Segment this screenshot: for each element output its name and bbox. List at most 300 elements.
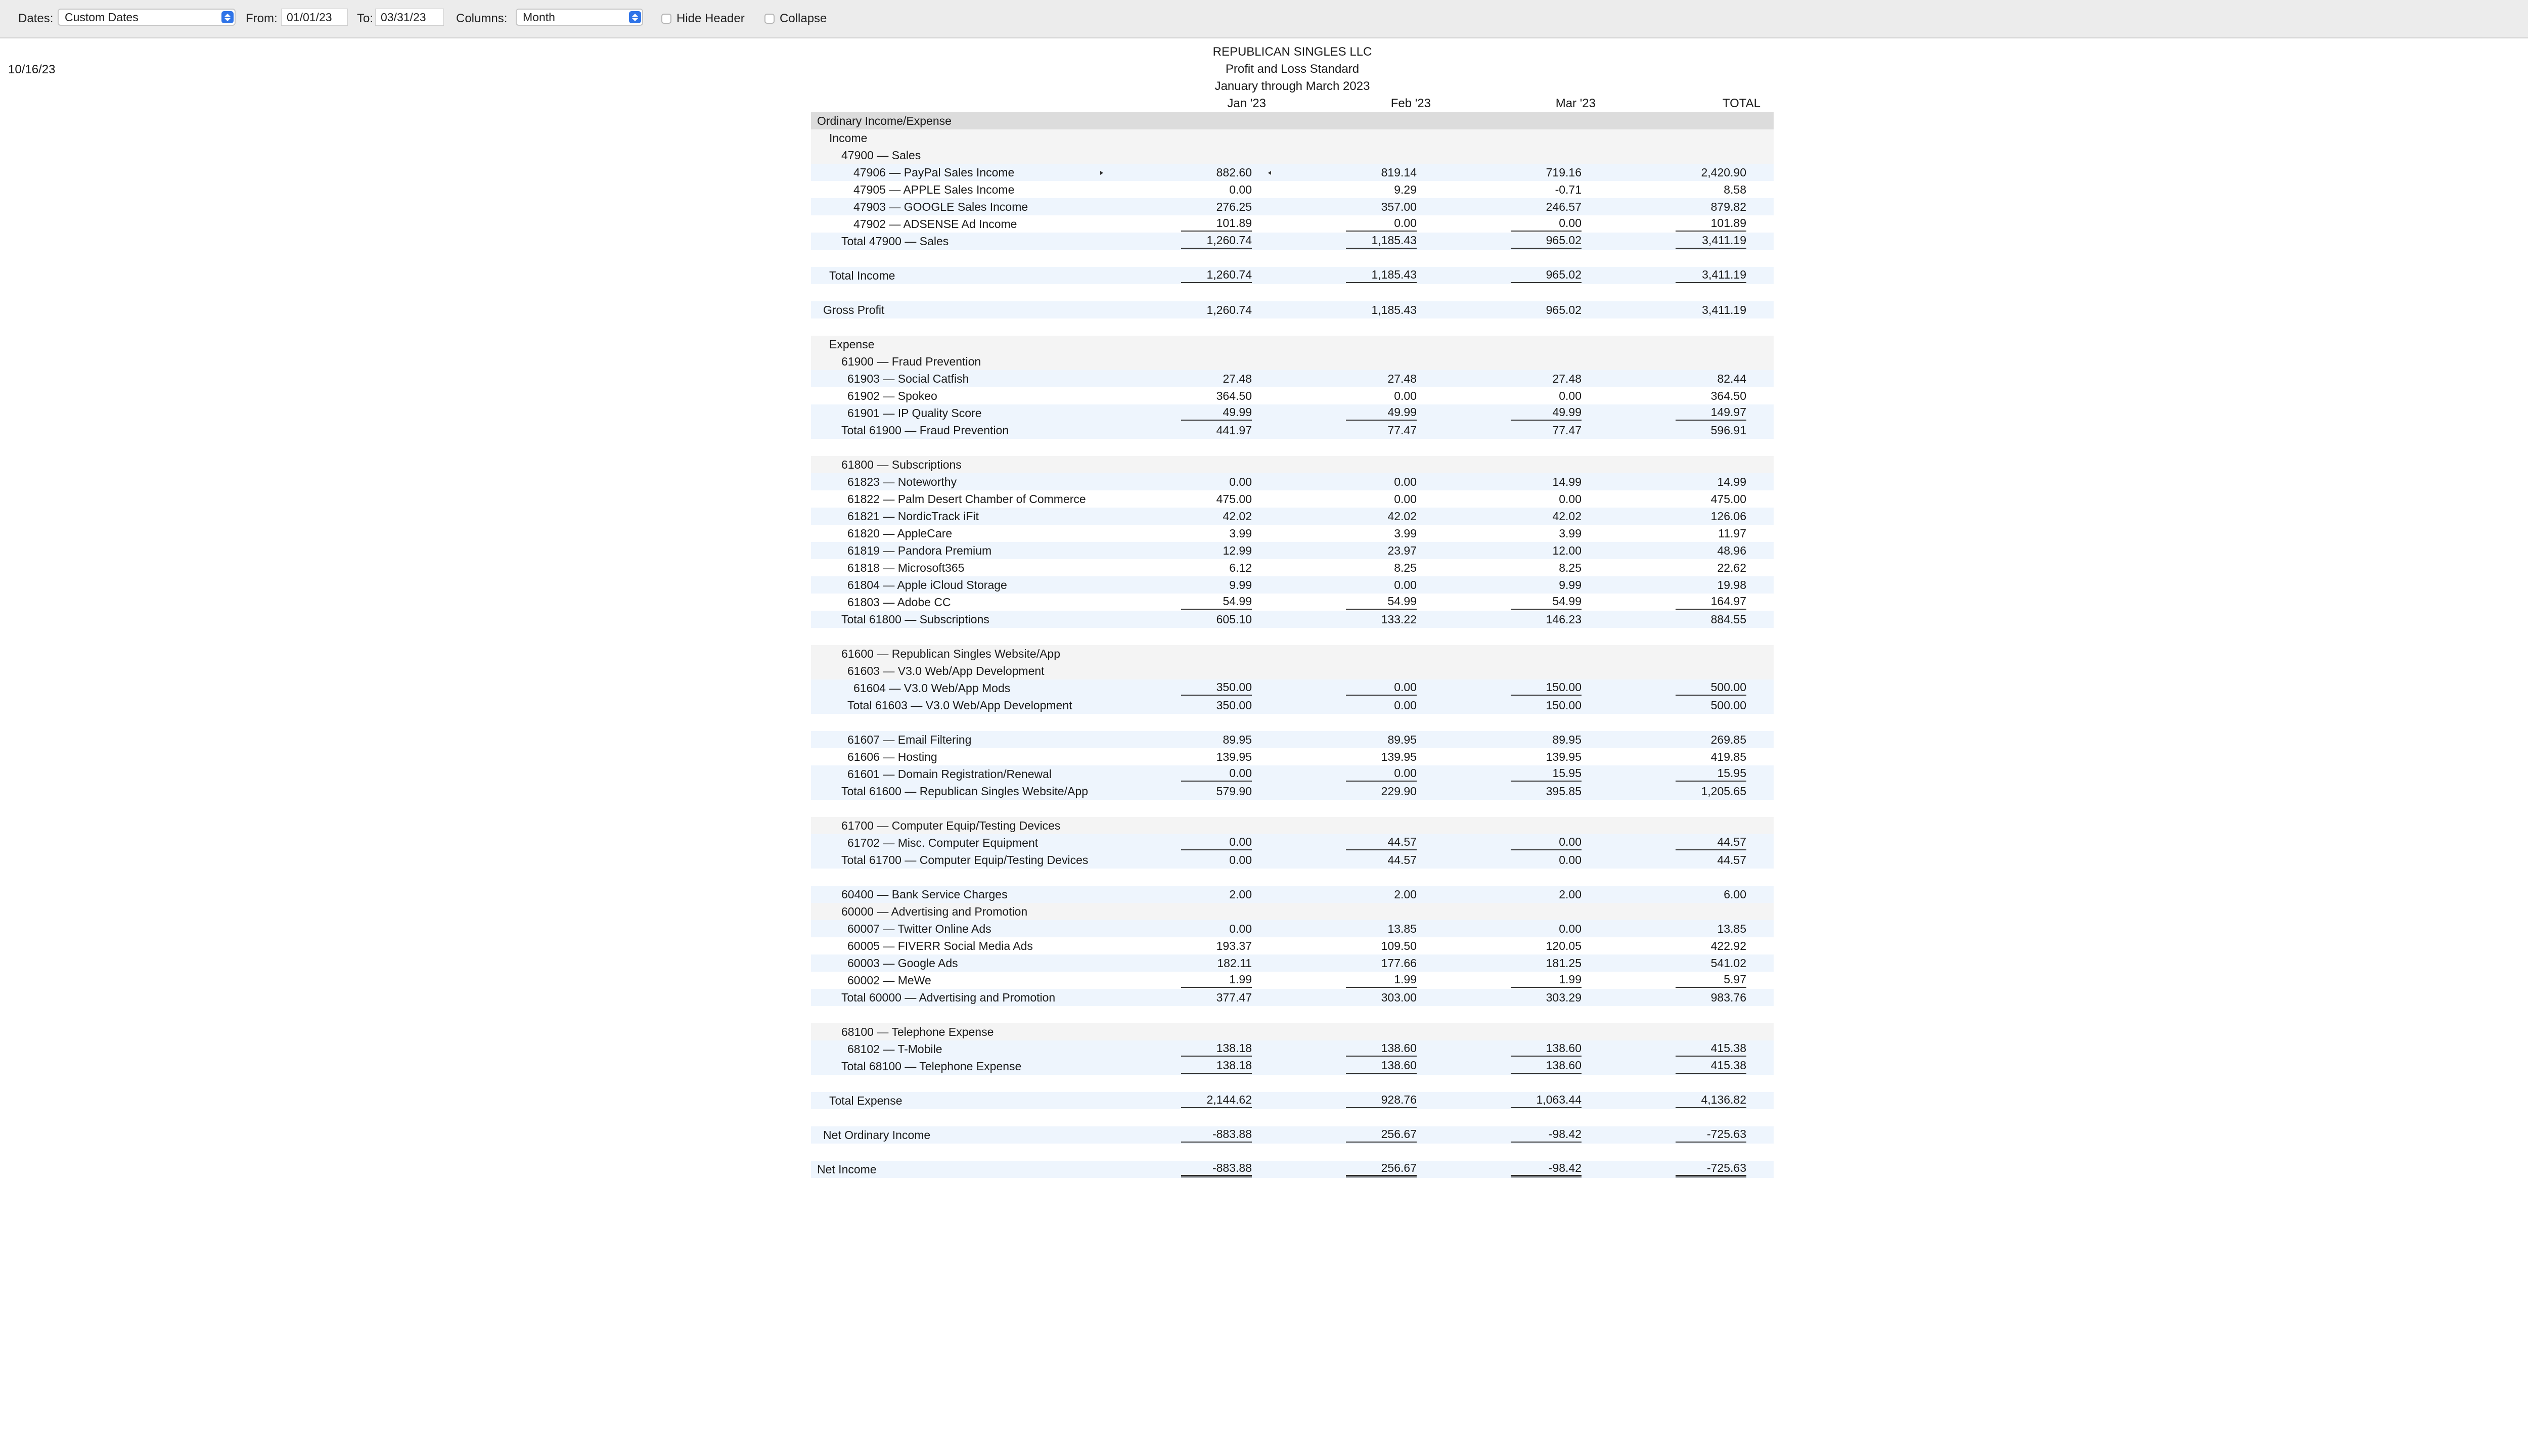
columns-label: Columns:: [456, 12, 508, 25]
row-label: Income: [829, 131, 868, 145]
amount-mar[interactable]: 120.05: [1546, 939, 1582, 952]
report-row[interactable]: [811, 834, 1774, 851]
amount-feb[interactable]: 8.25: [1394, 561, 1417, 574]
amount-mar[interactable]: 8.25: [1559, 561, 1582, 574]
amount-feb[interactable]: 133.22: [1381, 613, 1417, 626]
amount-jan[interactable]: 2,144.62: [1181, 1092, 1252, 1108]
hide-header-label: Hide Header: [676, 12, 745, 25]
amount-total[interactable]: 500.00: [1676, 679, 1746, 696]
amount-total[interactable]: -725.63: [1676, 1161, 1746, 1177]
report-row[interactable]: [811, 164, 1774, 181]
amount-feb[interactable]: 357.00: [1381, 200, 1417, 213]
amount-feb[interactable]: 77.47: [1387, 424, 1417, 437]
report-row[interactable]: [811, 937, 1774, 954]
hide-header-toggle[interactable]: [661, 0, 745, 37]
row-label: 60003 — Google Ads: [847, 957, 958, 970]
row-label: 61822 — Palm Desert Chamber of Commerce: [847, 492, 1086, 506]
amount-feb[interactable]: 0.00: [1394, 492, 1417, 506]
to-date-field[interactable]: [375, 9, 444, 26]
report-row[interactable]: [811, 181, 1774, 198]
amount-mar[interactable]: 9.99: [1559, 578, 1582, 592]
amount-feb[interactable]: 1,185.43: [1346, 267, 1417, 283]
amount-feb[interactable]: 0.00: [1394, 389, 1417, 402]
report-row: [811, 903, 1774, 920]
row-label: 61604 — V3.0 Web/App Mods: [853, 681, 1011, 695]
amount-mar[interactable]: 181.25: [1546, 957, 1582, 970]
amount-total[interactable]: 419.85: [1710, 750, 1746, 763]
report-row[interactable]: [811, 576, 1774, 594]
row-label: 61600 — Republican Singles Website/App: [841, 647, 1061, 660]
amount-jan[interactable]: 42.02: [1223, 510, 1252, 523]
row-label: Total 47900 — Sales: [841, 235, 949, 248]
row-label: 47905 — APPLE Sales Income: [853, 183, 1015, 196]
report-row[interactable]: [811, 886, 1774, 903]
report-row[interactable]: [811, 233, 1774, 250]
report-row[interactable]: [811, 920, 1774, 937]
amount-total[interactable]: 8.58: [1724, 183, 1746, 196]
report-title: Profit and Loss Standard: [1225, 62, 1360, 76]
amount-mar[interactable]: -0.71: [1555, 183, 1582, 196]
amount-jan[interactable]: 276.25: [1216, 200, 1252, 213]
amount-jan[interactable]: 0.00: [1229, 475, 1252, 488]
amount-mar[interactable]: 965.02: [1511, 267, 1582, 283]
amount-total[interactable]: 3,411.19: [1676, 267, 1746, 283]
amount-feb[interactable]: 3.99: [1394, 527, 1417, 540]
amount-mar[interactable]: 49.99: [1511, 404, 1582, 421]
amount-feb[interactable]: 44.57: [1387, 853, 1417, 867]
report-row[interactable]: [811, 490, 1774, 508]
report-row[interactable]: [811, 542, 1774, 559]
report-period: January through March 2023: [1214, 79, 1370, 93]
amount-feb[interactable]: 177.66: [1381, 957, 1417, 970]
amount-feb[interactable]: 139.95: [1381, 750, 1417, 763]
amount-mar[interactable]: 0.00: [1559, 922, 1582, 935]
amount-feb[interactable]: 0.00: [1346, 215, 1417, 232]
amount-mar[interactable]: 2.00: [1559, 888, 1582, 901]
amount-feb[interactable]: 9.29: [1394, 183, 1417, 196]
amount-total[interactable]: 19.98: [1717, 578, 1746, 592]
row-label: 61702 — Misc. Computer Equipment: [847, 836, 1039, 849]
amount-feb[interactable]: 1,185.43: [1371, 303, 1417, 316]
amount-total[interactable]: 48.96: [1717, 544, 1746, 557]
row-label: Ordinary Income/Expense: [817, 114, 952, 127]
amount-total[interactable]: 149.97: [1676, 404, 1746, 421]
row-label: 60400 — Bank Service Charges: [841, 888, 1008, 901]
row-label: 61800 — Subscriptions: [841, 458, 962, 471]
amount-total[interactable]: 1,205.65: [1701, 785, 1746, 798]
report-row[interactable]: [811, 404, 1774, 422]
row-label: 47900 — Sales: [841, 149, 921, 162]
amount-mar[interactable]: 89.95: [1552, 733, 1582, 746]
spacer-row: [811, 800, 1774, 817]
column-header-feb[interactable]: Feb '23: [1390, 97, 1431, 110]
amount-mar[interactable]: 150.00: [1546, 699, 1582, 712]
amount-mar[interactable]: -98.42: [1511, 1161, 1582, 1177]
amount-mar[interactable]: 0.00: [1559, 389, 1582, 402]
row-label: Total 61900 — Fraud Prevention: [841, 424, 1009, 437]
amount-jan[interactable]: 1.99: [1181, 972, 1252, 988]
amount-total[interactable]: 2,420.90: [1701, 166, 1746, 179]
amount-total[interactable]: 44.57: [1717, 853, 1746, 867]
report-row[interactable]: [811, 1092, 1774, 1109]
amount-jan[interactable]: 12.99: [1223, 544, 1252, 557]
row-label: 61901 — IP Quality Score: [847, 406, 982, 420]
amount-feb[interactable]: 138.60: [1346, 1058, 1417, 1074]
amount-mar[interactable]: 965.02: [1511, 233, 1582, 249]
report-row[interactable]: [811, 1161, 1774, 1178]
amount-mar[interactable]: 0.00: [1511, 834, 1582, 850]
amount-mar[interactable]: 395.85: [1546, 785, 1582, 798]
amount-total[interactable]: 101.89: [1676, 215, 1746, 232]
amount-jan[interactable]: 364.50: [1216, 389, 1252, 402]
row-label: 61601 — Domain Registration/Renewal: [847, 767, 1052, 781]
spacer-row: [811, 1109, 1774, 1126]
amount-total[interactable]: 983.76: [1710, 991, 1746, 1004]
report-row: [811, 1023, 1774, 1040]
report-row[interactable]: [811, 301, 1774, 318]
dates-select-value: Custom Dates: [65, 10, 139, 24]
amount-feb[interactable]: 89.95: [1387, 733, 1417, 746]
report-row[interactable]: [811, 370, 1774, 387]
amount-jan[interactable]: 0.00: [1229, 853, 1252, 867]
spacer-row: [811, 1006, 1774, 1023]
amount-mar[interactable]: 15.95: [1511, 765, 1582, 782]
amount-mar[interactable]: 150.00: [1511, 679, 1582, 696]
amount-feb[interactable]: 229.90: [1381, 785, 1417, 798]
row-label: 47906 — PayPal Sales Income: [853, 166, 1015, 179]
amount-jan[interactable]: -883.88: [1181, 1161, 1252, 1177]
amount-total[interactable]: 6.00: [1724, 888, 1746, 901]
amount-jan[interactable]: 0.00: [1229, 183, 1252, 196]
row-label: 61803 — Adobe CC: [847, 596, 951, 609]
report-header: [811, 43, 1774, 95]
amount-total[interactable]: 126.06: [1710, 510, 1746, 523]
row-label: Total 61700 — Computer Equip/Testing Devices: [841, 853, 1089, 867]
from-date-value: 01/01/23: [287, 10, 332, 24]
row-label: 61606 — Hosting: [847, 750, 937, 763]
row-label: 47903 — GOOGLE Sales Income: [853, 200, 1028, 213]
amount-total[interactable]: 541.02: [1710, 957, 1746, 970]
amount-feb[interactable]: 27.48: [1387, 372, 1417, 385]
report-row[interactable]: [811, 611, 1774, 628]
amount-feb[interactable]: 138.60: [1346, 1040, 1417, 1057]
dates-select[interactable]: [58, 9, 236, 26]
row-label: 61900 — Fraud Prevention: [841, 355, 981, 368]
amount-total[interactable]: 596.91: [1710, 424, 1746, 437]
amount-total[interactable]: 5.97: [1676, 972, 1746, 988]
amount-feb[interactable]: 1,185.43: [1346, 233, 1417, 249]
amount-feb[interactable]: 54.99: [1346, 594, 1417, 610]
amount-jan[interactable]: 475.00: [1216, 492, 1252, 506]
amount-mar[interactable]: 54.99: [1511, 594, 1582, 610]
row-label: 61819 — Pandora Premium: [847, 544, 992, 557]
amount-jan[interactable]: 193.37: [1216, 939, 1252, 952]
row-label: 68102 — T-Mobile: [847, 1042, 942, 1056]
amount-jan[interactable]: 1,260.74: [1181, 267, 1252, 283]
row-label: Total 61600 — Republican Singles Website/App: [841, 785, 1088, 798]
columns-select-value: Month: [523, 10, 555, 24]
report-row[interactable]: [811, 594, 1774, 611]
amount-total[interactable]: 415.38: [1676, 1040, 1746, 1057]
amount-jan[interactable]: 350.00: [1216, 699, 1252, 712]
spacer-row: [811, 439, 1774, 456]
amount-jan[interactable]: -883.88: [1181, 1126, 1252, 1143]
amount-mar[interactable]: 146.23: [1546, 613, 1582, 626]
amount-mar[interactable]: 138.60: [1511, 1040, 1582, 1057]
report-row[interactable]: [811, 851, 1774, 869]
amount-total[interactable]: 364.50: [1710, 389, 1746, 402]
amount-feb[interactable]: 0.00: [1394, 578, 1417, 592]
report-row[interactable]: [811, 508, 1774, 525]
amount-mar[interactable]: 0.00: [1511, 215, 1582, 232]
row-label: Gross Profit: [823, 303, 885, 316]
report-row[interactable]: [811, 422, 1774, 439]
amount-feb[interactable]: 303.00: [1381, 991, 1417, 1004]
row-label: 61821 — NordicTrack iFit: [847, 510, 979, 523]
amount-feb[interactable]: 49.99: [1346, 404, 1417, 421]
report-row[interactable]: [811, 679, 1774, 697]
row-label: 61820 — AppleCare: [847, 527, 953, 540]
report-row[interactable]: [811, 1040, 1774, 1058]
row-label: 60002 — MeWe: [847, 974, 931, 987]
row-label: 61818 — Microsoft365: [847, 561, 965, 574]
amount-total[interactable]: 3,411.19: [1702, 303, 1746, 316]
column-headers: [811, 95, 1774, 112]
amount-jan[interactable]: 350.00: [1181, 679, 1252, 696]
amount-jan[interactable]: 1,260.74: [1206, 303, 1252, 316]
amount-total[interactable]: 164.97: [1676, 594, 1746, 610]
amount-jan[interactable]: 2.00: [1229, 888, 1252, 901]
amount-total[interactable]: 3,411.19: [1676, 233, 1746, 249]
amount-total[interactable]: 13.85: [1717, 922, 1746, 935]
disclosure-arrow-icon: [1100, 171, 1103, 175]
amount-feb[interactable]: 0.00: [1394, 475, 1417, 488]
amount-mar[interactable]: 139.95: [1546, 750, 1582, 763]
amount-jan[interactable]: 6.12: [1229, 561, 1252, 574]
amount-mar[interactable]: 1,063.44: [1511, 1092, 1582, 1108]
amount-feb[interactable]: 928.76: [1346, 1092, 1417, 1108]
amount-total[interactable]: 269.85: [1710, 733, 1746, 746]
report-row[interactable]: [811, 697, 1774, 714]
profit-loss-report: [811, 43, 1774, 1178]
report-rows: [811, 112, 1774, 1178]
row-label: 61700 — Computer Equip/Testing Devices: [841, 819, 1061, 832]
report-row[interactable]: [811, 198, 1774, 215]
amount-total[interactable]: 422.92: [1710, 939, 1746, 952]
amount-mar[interactable]: 138.60: [1511, 1058, 1582, 1074]
amount-total[interactable]: 4,136.82: [1676, 1092, 1746, 1108]
amount-jan[interactable]: 605.10: [1216, 613, 1252, 626]
amount-feb[interactable]: 0.00: [1346, 679, 1417, 696]
amount-jan[interactable]: 139.95: [1216, 750, 1252, 763]
amount-mar[interactable]: 12.00: [1552, 544, 1582, 557]
amount-total[interactable]: 11.97: [1718, 527, 1746, 540]
spacer-row: [811, 1144, 1774, 1161]
report-row: [811, 817, 1774, 834]
row-label: Total 60000 — Advertising and Promotion: [841, 991, 1056, 1004]
amount-mar[interactable]: -98.42: [1511, 1126, 1582, 1143]
amount-jan[interactable]: 1,260.74: [1181, 233, 1252, 249]
report-row[interactable]: [811, 954, 1774, 972]
spacer-row: [811, 250, 1774, 267]
row-label: 61607 — Email Filtering: [847, 733, 972, 746]
amount-mar[interactable]: 27.48: [1552, 372, 1582, 385]
amount-mar[interactable]: 77.47: [1552, 424, 1582, 437]
row-label: 47902 — ADSENSE Ad Income: [853, 217, 1017, 231]
amount-jan[interactable]: 882.60: [1216, 166, 1252, 179]
collapse-checkbox[interactable]: [764, 14, 775, 24]
amount-total[interactable]: 415.38: [1676, 1058, 1746, 1074]
columns-select[interactable]: [516, 9, 643, 26]
row-label: 61804 — Apple iCloud Storage: [847, 578, 1007, 592]
amount-mar[interactable]: 3.99: [1559, 527, 1582, 540]
report-row[interactable]: [811, 525, 1774, 542]
report-row: [811, 112, 1774, 129]
report-row: [811, 456, 1774, 473]
amount-feb[interactable]: 0.00: [1346, 765, 1417, 782]
amount-total[interactable]: 884.55: [1710, 613, 1746, 626]
amount-jan[interactable]: 9.99: [1229, 578, 1252, 592]
column-header-mar[interactable]: Mar '23: [1555, 97, 1596, 110]
amount-jan[interactable]: 101.89: [1181, 215, 1252, 232]
report-row: [811, 645, 1774, 662]
amount-jan[interactable]: 377.47: [1216, 991, 1252, 1004]
amount-total[interactable]: 82.44: [1717, 372, 1746, 385]
cell-marker-icon: [1268, 171, 1271, 175]
report-row[interactable]: [811, 783, 1774, 800]
amount-total[interactable]: 22.62: [1717, 561, 1746, 574]
spacer-row: [811, 628, 1774, 645]
amount-total[interactable]: -725.63: [1676, 1126, 1746, 1143]
report-toolbar: [0, 0, 2528, 38]
amount-feb[interactable]: 819.14: [1381, 166, 1417, 179]
row-label: Total Income: [829, 269, 895, 282]
amount-jan[interactable]: 0.00: [1181, 765, 1252, 782]
row-label: 60000 — Advertising and Promotion: [841, 905, 1028, 918]
row-label: Total 61800 — Subscriptions: [841, 613, 989, 626]
collapse-label: Collapse: [780, 12, 827, 25]
amount-jan[interactable]: 54.99: [1181, 594, 1252, 610]
amount-mar[interactable]: 303.29: [1546, 991, 1582, 1004]
report-row[interactable]: [811, 765, 1774, 783]
amount-feb[interactable]: 0.00: [1394, 699, 1417, 712]
row-label: 61902 — Spokeo: [847, 389, 937, 402]
row-label: 68100 — Telephone Expense: [841, 1025, 994, 1038]
company-name: REPUBLICAN SINGLES LLC: [1212, 45, 1372, 59]
report-row: [811, 129, 1774, 147]
amount-feb[interactable]: 109.50: [1381, 939, 1417, 952]
amount-jan[interactable]: 441.97: [1216, 424, 1252, 437]
report-row[interactable]: [811, 989, 1774, 1006]
report-run-date: 10/16/23: [8, 63, 56, 76]
amount-feb[interactable]: 1.99: [1346, 972, 1417, 988]
amount-total[interactable]: 475.00: [1710, 492, 1746, 506]
amount-total[interactable]: 15.95: [1676, 765, 1746, 782]
row-label: 60005 — FIVERR Social Media Ads: [847, 939, 1033, 952]
collapse-toggle[interactable]: [764, 0, 827, 37]
row-label: Net Ordinary Income: [823, 1128, 931, 1142]
hide-header-checkbox[interactable]: [661, 14, 671, 24]
amount-jan[interactable]: 182.11: [1217, 957, 1252, 970]
column-header-total[interactable]: TOTAL: [1722, 97, 1760, 110]
report-row[interactable]: [811, 559, 1774, 576]
amount-jan[interactable]: 0.00: [1181, 834, 1252, 850]
amount-feb[interactable]: 13.85: [1387, 922, 1417, 935]
row-label: 61823 — Noteworthy: [847, 475, 957, 488]
amount-feb[interactable]: 44.57: [1346, 834, 1417, 850]
amount-mar[interactable]: 42.02: [1552, 510, 1582, 523]
amount-mar[interactable]: 965.02: [1546, 303, 1582, 316]
amount-feb[interactable]: 256.67: [1346, 1161, 1417, 1177]
column-header-jan[interactable]: Jan '23: [1227, 97, 1266, 110]
spacer-row: [811, 869, 1774, 886]
report-row[interactable]: [811, 473, 1774, 490]
amount-jan[interactable]: 579.90: [1216, 785, 1252, 798]
row-label: Total Expense: [829, 1094, 902, 1107]
amount-mar[interactable]: 1.99: [1511, 972, 1582, 988]
report-row[interactable]: [811, 1126, 1774, 1144]
row-label: Total 68100 — Telephone Expense: [841, 1060, 1022, 1073]
amount-total[interactable]: 44.57: [1676, 834, 1746, 850]
report-row[interactable]: [811, 267, 1774, 284]
report-row: [811, 353, 1774, 370]
amount-jan[interactable]: 89.95: [1223, 733, 1252, 746]
amount-total[interactable]: 14.99: [1717, 475, 1746, 488]
amount-jan[interactable]: 27.48: [1223, 372, 1252, 385]
report-row: [811, 662, 1774, 679]
to-label: To:: [357, 12, 374, 25]
select-stepper-icon: [221, 11, 234, 23]
report-row: [811, 336, 1774, 353]
amount-jan[interactable]: 49.99: [1181, 404, 1252, 421]
row-label: 61903 — Social Catfish: [847, 372, 969, 385]
amount-feb[interactable]: 23.97: [1387, 544, 1417, 557]
spacer-row: [811, 284, 1774, 301]
report-row[interactable]: [811, 748, 1774, 765]
report-row: [811, 147, 1774, 164]
from-date-field[interactable]: [281, 9, 348, 26]
amount-mar[interactable]: 719.16: [1546, 166, 1582, 179]
report-row[interactable]: [811, 215, 1774, 233]
report-row[interactable]: [811, 972, 1774, 989]
amount-feb[interactable]: 42.02: [1387, 510, 1417, 523]
amount-jan[interactable]: 3.99: [1229, 527, 1252, 540]
amount-jan[interactable]: 138.18: [1181, 1040, 1252, 1057]
amount-feb[interactable]: 2.00: [1394, 888, 1417, 901]
spacer-row: [811, 318, 1774, 336]
from-label: From:: [246, 12, 278, 25]
row-label: Expense: [829, 338, 875, 351]
report-row[interactable]: [811, 1058, 1774, 1075]
amount-total[interactable]: 879.82: [1710, 200, 1746, 213]
amount-feb[interactable]: 256.67: [1346, 1126, 1417, 1143]
amount-mar[interactable]: 0.00: [1559, 853, 1582, 867]
amount-mar[interactable]: 14.99: [1552, 475, 1582, 488]
amount-mar[interactable]: 0.00: [1559, 492, 1582, 506]
row-label: Total 61603 — V3.0 Web/App Development: [847, 699, 1072, 712]
row-label: Net Income: [817, 1163, 877, 1176]
to-date-value: 03/31/23: [381, 10, 426, 24]
spacer-row: [811, 714, 1774, 731]
report-row[interactable]: [811, 387, 1774, 404]
amount-jan[interactable]: 0.00: [1229, 922, 1252, 935]
report-row[interactable]: [811, 731, 1774, 748]
select-stepper-icon: [629, 11, 641, 23]
amount-total[interactable]: 500.00: [1710, 699, 1746, 712]
row-label: 60007 — Twitter Online Ads: [847, 922, 991, 935]
amount-mar[interactable]: 246.57: [1546, 200, 1582, 213]
amount-jan[interactable]: 138.18: [1181, 1058, 1252, 1074]
